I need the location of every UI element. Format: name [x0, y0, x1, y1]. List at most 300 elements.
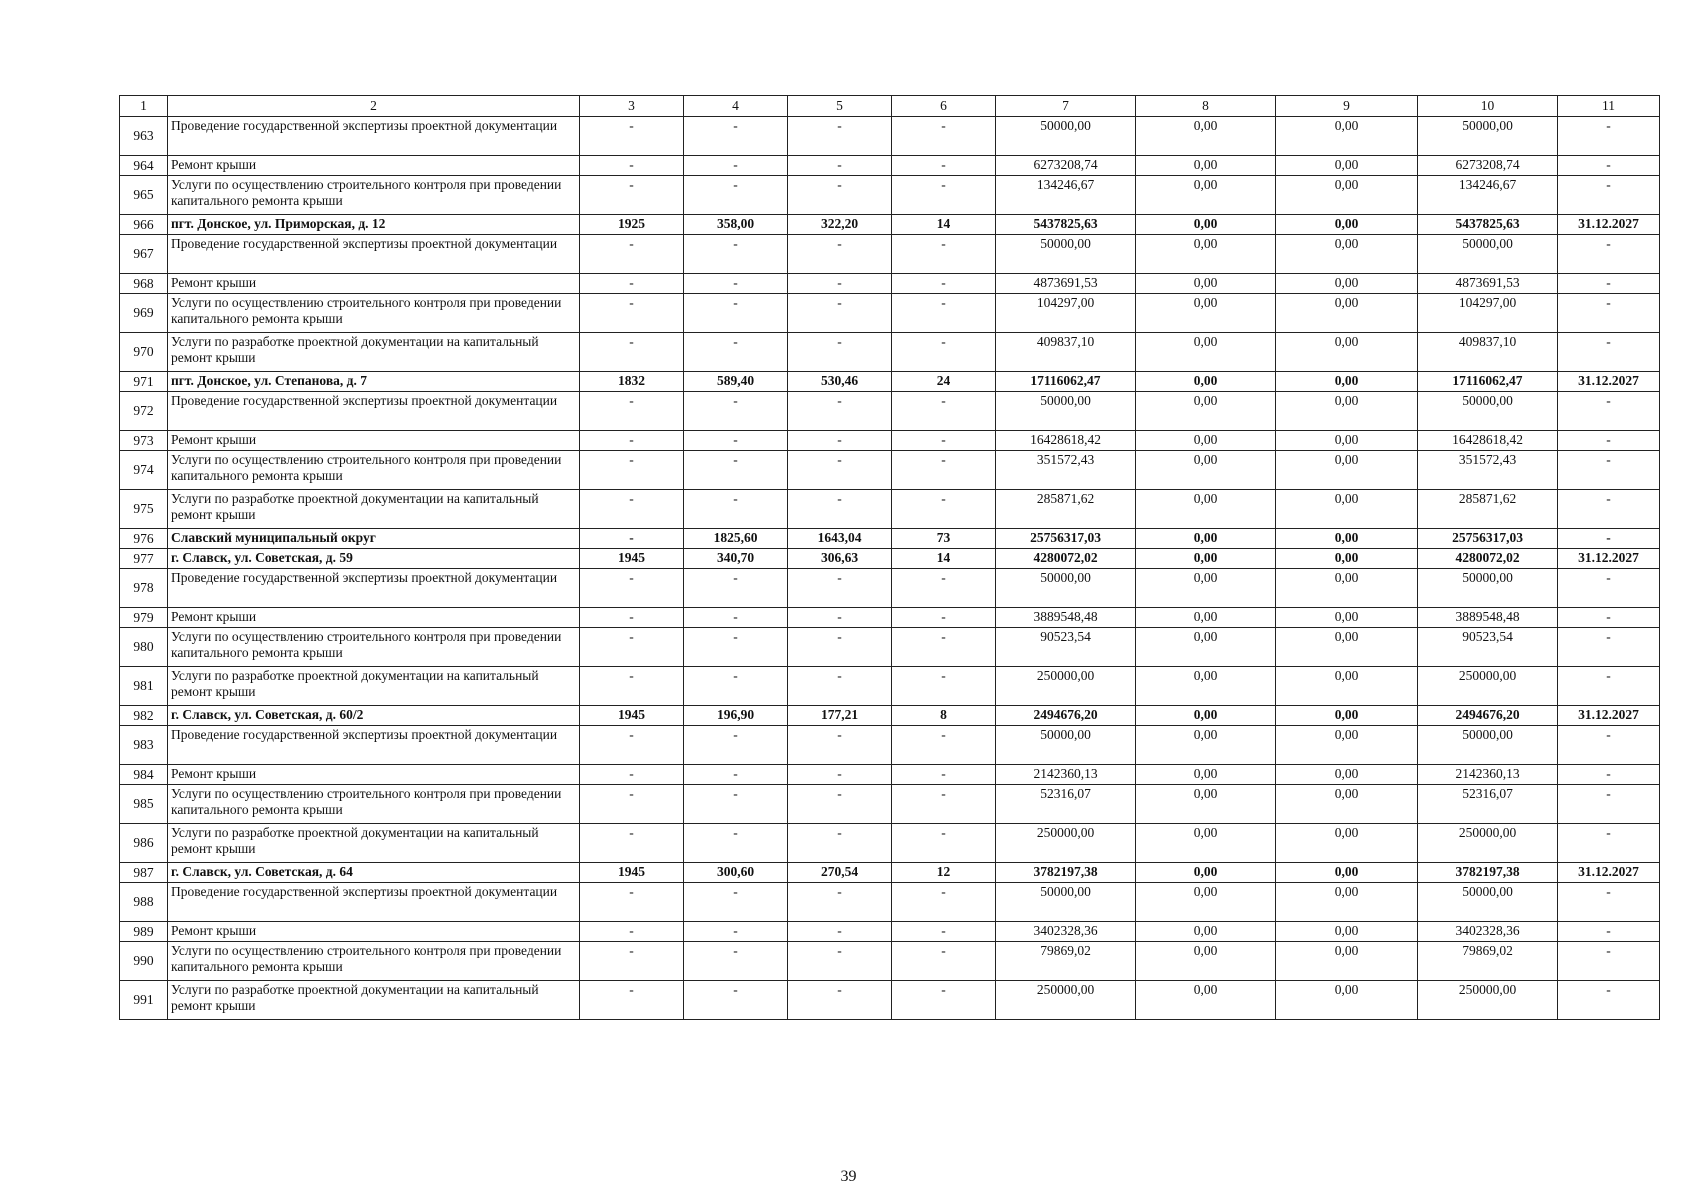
area-total-cell: 1825,60 — [684, 529, 788, 549]
deadline-cell: - — [1558, 117, 1660, 156]
total-cost-cell: 6273208,74 — [996, 156, 1136, 176]
budget-cost-cell: 0,00 — [1276, 608, 1418, 628]
row-number-cell: 980 — [120, 628, 168, 667]
budget-cost-cell: 0,00 — [1276, 863, 1418, 883]
header-cell: 1 — [120, 96, 168, 117]
fund-cost-cell: 0,00 — [1136, 176, 1276, 215]
total-cost-cell: 50000,00 — [996, 117, 1136, 156]
budget-cost-cell: 0,00 — [1276, 117, 1418, 156]
area-total-cell: - — [684, 569, 788, 608]
table-row — [120, 608, 1660, 628]
row-number-cell: 979 — [120, 608, 168, 628]
budget-cost-cell: 0,00 — [1276, 156, 1418, 176]
year-cell: - — [580, 176, 684, 215]
deadline-cell: - — [1558, 156, 1660, 176]
row-number-cell: 986 — [120, 824, 168, 863]
row-number-cell: 989 — [120, 922, 168, 942]
owners-cost-cell: 50000,00 — [1418, 883, 1558, 922]
table-row — [120, 863, 1660, 883]
area-total-cell: - — [684, 392, 788, 431]
row-name-cell: Проведение государственной экспертизы проектной документации — [168, 569, 580, 608]
budget-cost-cell: 0,00 — [1276, 922, 1418, 942]
total-cost-cell: 104297,00 — [996, 294, 1136, 333]
deadline-cell: - — [1558, 922, 1660, 942]
header-cell: 5 — [788, 96, 892, 117]
row-number-cell: 968 — [120, 274, 168, 294]
residents-cell: - — [892, 274, 996, 294]
year-cell: - — [580, 274, 684, 294]
row-number-cell: 985 — [120, 785, 168, 824]
total-cost-cell: 3402328,36 — [996, 922, 1136, 942]
owners-cost-cell: 52316,07 — [1418, 785, 1558, 824]
owners-cost-cell: 250000,00 — [1418, 981, 1558, 1020]
year-cell: - — [580, 156, 684, 176]
area-living-cell: - — [788, 981, 892, 1020]
area-living-cell: - — [788, 726, 892, 765]
owners-cost-cell: 16428618,42 — [1418, 431, 1558, 451]
table-row — [120, 490, 1660, 529]
row-name-cell: Ремонт крыши — [168, 922, 580, 942]
table-row — [120, 569, 1660, 608]
fund-cost-cell: 0,00 — [1136, 274, 1276, 294]
year-cell: - — [580, 569, 684, 608]
deadline-cell: - — [1558, 294, 1660, 333]
budget-cost-cell: 0,00 — [1276, 569, 1418, 608]
row-name-cell: пгт. Донское, ул. Приморская, д. 12 — [168, 215, 580, 235]
residents-cell: - — [892, 726, 996, 765]
row-number-cell: 970 — [120, 333, 168, 372]
year-cell: 1945 — [580, 706, 684, 726]
budget-cost-cell: 0,00 — [1276, 942, 1418, 981]
row-name-cell: пгт. Донское, ул. Степанова, д. 7 — [168, 372, 580, 392]
fund-cost-cell: 0,00 — [1136, 765, 1276, 785]
row-number-cell: 978 — [120, 569, 168, 608]
total-cost-cell: 50000,00 — [996, 883, 1136, 922]
residents-cell: - — [892, 883, 996, 922]
row-name-cell: Проведение государственной экспертизы проектной документации — [168, 883, 580, 922]
row-name-cell: Услуги по разработке проектной документации на капитальный ремонт крыши — [168, 667, 580, 706]
residents-cell: - — [892, 569, 996, 608]
row-name-cell: Услуги по осуществлению строительного контроля при проведении капитального ремонта крыши — [168, 294, 580, 333]
total-cost-cell: 5437825,63 — [996, 215, 1136, 235]
year-cell: - — [580, 824, 684, 863]
owners-cost-cell: 90523,54 — [1418, 628, 1558, 667]
total-cost-cell: 50000,00 — [996, 569, 1136, 608]
owners-cost-cell: 50000,00 — [1418, 392, 1558, 431]
table-row — [120, 785, 1660, 824]
area-living-cell: - — [788, 274, 892, 294]
residents-cell: - — [892, 431, 996, 451]
area-total-cell: - — [684, 333, 788, 372]
header-cell: 4 — [684, 96, 788, 117]
area-total-cell: - — [684, 942, 788, 981]
area-living-cell: - — [788, 451, 892, 490]
owners-cost-cell: 50000,00 — [1418, 726, 1558, 765]
table-row — [120, 628, 1660, 667]
year-cell: - — [580, 765, 684, 785]
row-number-cell: 973 — [120, 431, 168, 451]
area-living-cell: - — [788, 294, 892, 333]
table-row — [120, 667, 1660, 706]
owners-cost-cell: 104297,00 — [1418, 294, 1558, 333]
owners-cost-cell: 3782197,38 — [1418, 863, 1558, 883]
row-number-cell: 975 — [120, 490, 168, 529]
fund-cost-cell: 0,00 — [1136, 667, 1276, 706]
budget-cost-cell: 0,00 — [1276, 294, 1418, 333]
deadline-cell: 31.12.2027 — [1558, 372, 1660, 392]
fund-cost-cell: 0,00 — [1136, 451, 1276, 490]
page-number: 39 — [840, 1168, 857, 1185]
table-row — [120, 726, 1660, 765]
row-number-cell: 974 — [120, 451, 168, 490]
total-cost-cell: 50000,00 — [996, 726, 1136, 765]
area-living-cell: - — [788, 785, 892, 824]
total-cost-cell: 50000,00 — [996, 235, 1136, 274]
residents-cell: - — [892, 628, 996, 667]
fund-cost-cell: 0,00 — [1136, 392, 1276, 431]
budget-cost-cell: 0,00 — [1276, 176, 1418, 215]
deadline-cell: - — [1558, 529, 1660, 549]
total-cost-cell: 50000,00 — [996, 392, 1136, 431]
area-living-cell: - — [788, 117, 892, 156]
area-total-cell: - — [684, 235, 788, 274]
year-cell: - — [580, 529, 684, 549]
owners-cost-cell: 17116062,47 — [1418, 372, 1558, 392]
fund-cost-cell: 0,00 — [1136, 235, 1276, 274]
table-row — [120, 922, 1660, 942]
table-row — [120, 392, 1660, 431]
row-name-cell: Услуги по осуществлению строительного контроля при проведении капитального ремонта крыши — [168, 628, 580, 667]
year-cell: - — [580, 117, 684, 156]
row-name-cell: Проведение государственной экспертизы проектной документации — [168, 117, 580, 156]
table-row — [120, 765, 1660, 785]
deadline-cell: - — [1558, 274, 1660, 294]
budget-cost-cell: 0,00 — [1276, 549, 1418, 569]
area-living-cell: - — [788, 765, 892, 785]
row-name-cell: Услуги по осуществлению строительного контроля при проведении капитального ремонта крыши — [168, 176, 580, 215]
total-cost-cell: 351572,43 — [996, 451, 1136, 490]
deadline-cell: - — [1558, 490, 1660, 529]
total-cost-cell: 2142360,13 — [996, 765, 1136, 785]
area-total-cell: - — [684, 785, 788, 824]
area-total-cell: - — [684, 883, 788, 922]
residents-cell: 14 — [892, 549, 996, 569]
table-row — [120, 431, 1660, 451]
owners-cost-cell: 50000,00 — [1418, 117, 1558, 156]
owners-cost-cell: 5437825,63 — [1418, 215, 1558, 235]
budget-cost-cell: 0,00 — [1276, 726, 1418, 765]
row-name-cell: Проведение государственной экспертизы проектной документации — [168, 235, 580, 274]
year-cell: - — [580, 235, 684, 274]
owners-cost-cell: 3402328,36 — [1418, 922, 1558, 942]
fund-cost-cell: 0,00 — [1136, 490, 1276, 529]
total-cost-cell: 17116062,47 — [996, 372, 1136, 392]
area-total-cell: - — [684, 490, 788, 529]
year-cell: - — [580, 883, 684, 922]
year-cell: - — [580, 608, 684, 628]
area-living-cell: - — [788, 942, 892, 981]
year-cell: - — [580, 431, 684, 451]
owners-cost-cell: 2494676,20 — [1418, 706, 1558, 726]
residents-cell: - — [892, 922, 996, 942]
area-total-cell: - — [684, 824, 788, 863]
deadline-cell: 31.12.2027 — [1558, 549, 1660, 569]
fund-cost-cell: 0,00 — [1136, 294, 1276, 333]
owners-cost-cell: 25756317,03 — [1418, 529, 1558, 549]
table-row — [120, 549, 1660, 569]
total-cost-cell: 4873691,53 — [996, 274, 1136, 294]
residents-cell: - — [892, 942, 996, 981]
total-cost-cell: 250000,00 — [996, 667, 1136, 706]
table-row — [120, 981, 1660, 1020]
row-name-cell: Славский муниципальный округ — [168, 529, 580, 549]
year-cell: - — [580, 667, 684, 706]
header-cell: 9 — [1276, 96, 1418, 117]
header-cell: 6 — [892, 96, 996, 117]
year-cell: - — [580, 451, 684, 490]
owners-cost-cell: 50000,00 — [1418, 569, 1558, 608]
year-cell: 1945 — [580, 863, 684, 883]
budget-cost-cell: 0,00 — [1276, 981, 1418, 1020]
table-row — [120, 294, 1660, 333]
residents-cell: - — [892, 490, 996, 529]
residents-cell: 12 — [892, 863, 996, 883]
area-total-cell: - — [684, 274, 788, 294]
deadline-cell: - — [1558, 726, 1660, 765]
table-row — [120, 117, 1660, 156]
fund-cost-cell: 0,00 — [1136, 215, 1276, 235]
fund-cost-cell: 0,00 — [1136, 333, 1276, 372]
year-cell: - — [580, 490, 684, 529]
row-name-cell: Услуги по разработке проектной документации на капитальный ремонт крыши — [168, 981, 580, 1020]
residents-cell: - — [892, 785, 996, 824]
residents-cell: - — [892, 824, 996, 863]
fund-cost-cell: 0,00 — [1136, 529, 1276, 549]
year-cell: - — [580, 981, 684, 1020]
deadline-cell: - — [1558, 785, 1660, 824]
row-number-cell: 969 — [120, 294, 168, 333]
row-number-cell: 964 — [120, 156, 168, 176]
owners-cost-cell: 250000,00 — [1418, 667, 1558, 706]
fund-cost-cell: 0,00 — [1136, 883, 1276, 922]
budget-cost-cell: 0,00 — [1276, 785, 1418, 824]
deadline-cell: 31.12.2027 — [1558, 706, 1660, 726]
budget-cost-cell: 0,00 — [1276, 372, 1418, 392]
year-cell: - — [580, 942, 684, 981]
fund-cost-cell: 0,00 — [1136, 942, 1276, 981]
year-cell: - — [580, 392, 684, 431]
residents-cell: - — [892, 235, 996, 274]
area-total-cell: - — [684, 431, 788, 451]
area-total-cell: - — [684, 981, 788, 1020]
row-name-cell: Ремонт крыши — [168, 431, 580, 451]
row-name-cell: Ремонт крыши — [168, 274, 580, 294]
area-living-cell: - — [788, 392, 892, 431]
row-name-cell: Услуги по осуществлению строительного контроля при проведении капитального ремонта крыши — [168, 451, 580, 490]
deadline-cell: - — [1558, 431, 1660, 451]
residents-cell: - — [892, 117, 996, 156]
row-name-cell: Проведение государственной экспертизы проектной документации — [168, 726, 580, 765]
header-row — [120, 96, 1660, 117]
area-living-cell: 177,21 — [788, 706, 892, 726]
total-cost-cell: 25756317,03 — [996, 529, 1136, 549]
area-living-cell: - — [788, 667, 892, 706]
total-cost-cell: 250000,00 — [996, 981, 1136, 1020]
row-number-cell: 981 — [120, 667, 168, 706]
owners-cost-cell: 50000,00 — [1418, 235, 1558, 274]
header-cell: 11 — [1558, 96, 1660, 117]
deadline-cell: - — [1558, 883, 1660, 922]
row-number-cell: 965 — [120, 176, 168, 215]
row-name-cell: Ремонт крыши — [168, 608, 580, 628]
area-total-cell: 340,70 — [684, 549, 788, 569]
row-number-cell: 972 — [120, 392, 168, 431]
row-name-cell: г. Славск, ул. Советская, д. 59 — [168, 549, 580, 569]
fund-cost-cell: 0,00 — [1136, 156, 1276, 176]
area-living-cell: - — [788, 824, 892, 863]
area-living-cell: - — [788, 883, 892, 922]
budget-cost-cell: 0,00 — [1276, 529, 1418, 549]
area-living-cell: - — [788, 628, 892, 667]
table-row — [120, 372, 1660, 392]
owners-cost-cell: 4280072,02 — [1418, 549, 1558, 569]
table-row — [120, 235, 1660, 274]
residents-cell: - — [892, 156, 996, 176]
fund-cost-cell: 0,00 — [1136, 431, 1276, 451]
budget-cost-cell: 0,00 — [1276, 490, 1418, 529]
budget-cost-cell: 0,00 — [1276, 451, 1418, 490]
budget-cost-cell: 0,00 — [1276, 765, 1418, 785]
budget-cost-cell: 0,00 — [1276, 333, 1418, 372]
budget-cost-cell: 0,00 — [1276, 235, 1418, 274]
owners-cost-cell: 3889548,48 — [1418, 608, 1558, 628]
fund-cost-cell: 0,00 — [1136, 372, 1276, 392]
area-total-cell: 358,00 — [684, 215, 788, 235]
year-cell: 1832 — [580, 372, 684, 392]
area-living-cell: - — [788, 922, 892, 942]
fund-cost-cell: 0,00 — [1136, 785, 1276, 824]
owners-cost-cell: 2142360,13 — [1418, 765, 1558, 785]
year-cell: - — [580, 628, 684, 667]
area-total-cell: - — [684, 176, 788, 215]
area-total-cell: 196,90 — [684, 706, 788, 726]
row-name-cell: г. Славск, ул. Советская, д. 64 — [168, 863, 580, 883]
total-cost-cell: 134246,67 — [996, 176, 1136, 215]
residents-cell: 14 — [892, 215, 996, 235]
fund-cost-cell: 0,00 — [1136, 628, 1276, 667]
total-cost-cell: 4280072,02 — [996, 549, 1136, 569]
owners-cost-cell: 134246,67 — [1418, 176, 1558, 215]
fund-cost-cell: 0,00 — [1136, 922, 1276, 942]
residents-cell: - — [892, 333, 996, 372]
table-row — [120, 176, 1660, 215]
owners-cost-cell: 79869,02 — [1418, 942, 1558, 981]
row-name-cell: Услуги по разработке проектной документации на капитальный ремонт крыши — [168, 824, 580, 863]
row-name-cell: Услуги по осуществлению строительного контроля при проведении капитального ремонта крыши — [168, 942, 580, 981]
fund-cost-cell: 0,00 — [1136, 117, 1276, 156]
table-row — [120, 215, 1660, 235]
table-row — [120, 706, 1660, 726]
row-number-cell: 967 — [120, 235, 168, 274]
row-name-cell: Ремонт крыши — [168, 156, 580, 176]
residents-cell: 73 — [892, 529, 996, 549]
row-name-cell: Услуги по разработке проектной документации на капитальный ремонт крыши — [168, 490, 580, 529]
fund-cost-cell: 0,00 — [1136, 706, 1276, 726]
fund-cost-cell: 0,00 — [1136, 824, 1276, 863]
budget-cost-cell: 0,00 — [1276, 883, 1418, 922]
total-cost-cell: 79869,02 — [996, 942, 1136, 981]
fund-cost-cell: 0,00 — [1136, 981, 1276, 1020]
row-number-cell: 984 — [120, 765, 168, 785]
row-number-cell: 966 — [120, 215, 168, 235]
area-living-cell: - — [788, 569, 892, 608]
owners-cost-cell: 285871,62 — [1418, 490, 1558, 529]
deadline-cell: - — [1558, 392, 1660, 431]
area-living-cell: - — [788, 235, 892, 274]
total-cost-cell: 409837,10 — [996, 333, 1136, 372]
row-number-cell: 983 — [120, 726, 168, 765]
year-cell: - — [580, 333, 684, 372]
fund-cost-cell: 0,00 — [1136, 569, 1276, 608]
total-cost-cell: 16428618,42 — [996, 431, 1136, 451]
total-cost-cell: 250000,00 — [996, 824, 1136, 863]
row-number-cell: 990 — [120, 942, 168, 981]
area-living-cell: 1643,04 — [788, 529, 892, 549]
total-cost-cell: 3889548,48 — [996, 608, 1136, 628]
total-cost-cell: 52316,07 — [996, 785, 1136, 824]
row-number-cell: 988 — [120, 883, 168, 922]
deadline-cell: - — [1558, 608, 1660, 628]
total-cost-cell: 2494676,20 — [996, 706, 1136, 726]
data-table — [119, 95, 1660, 1020]
fund-cost-cell: 0,00 — [1136, 863, 1276, 883]
residents-cell: - — [892, 608, 996, 628]
residents-cell: 24 — [892, 372, 996, 392]
year-cell: 1945 — [580, 549, 684, 569]
row-number-cell: 982 — [120, 706, 168, 726]
area-total-cell: - — [684, 451, 788, 490]
table-row — [120, 333, 1660, 372]
header-cell: 8 — [1136, 96, 1276, 117]
area-living-cell: 306,63 — [788, 549, 892, 569]
row-number-cell: 971 — [120, 372, 168, 392]
deadline-cell: - — [1558, 765, 1660, 785]
area-living-cell: - — [788, 608, 892, 628]
deadline-cell: 31.12.2027 — [1558, 215, 1660, 235]
row-name-cell: Ремонт крыши — [168, 765, 580, 785]
row-name-cell: Услуги по разработке проектной документации на капитальный ремонт крыши — [168, 333, 580, 372]
budget-cost-cell: 0,00 — [1276, 667, 1418, 706]
row-number-cell: 991 — [120, 981, 168, 1020]
deadline-cell: 31.12.2027 — [1558, 863, 1660, 883]
area-total-cell: - — [684, 117, 788, 156]
fund-cost-cell: 0,00 — [1136, 549, 1276, 569]
budget-cost-cell: 0,00 — [1276, 274, 1418, 294]
owners-cost-cell: 351572,43 — [1418, 451, 1558, 490]
row-name-cell: Проведение государственной экспертизы проектной документации — [168, 392, 580, 431]
table-row — [120, 274, 1660, 294]
area-total-cell: - — [684, 156, 788, 176]
year-cell: 1925 — [580, 215, 684, 235]
residents-cell: - — [892, 765, 996, 785]
table-row — [120, 156, 1660, 176]
area-total-cell: - — [684, 294, 788, 333]
budget-cost-cell: 0,00 — [1276, 824, 1418, 863]
header-cell: 10 — [1418, 96, 1558, 117]
table-row — [120, 824, 1660, 863]
row-number-cell: 977 — [120, 549, 168, 569]
residents-cell: - — [892, 981, 996, 1020]
